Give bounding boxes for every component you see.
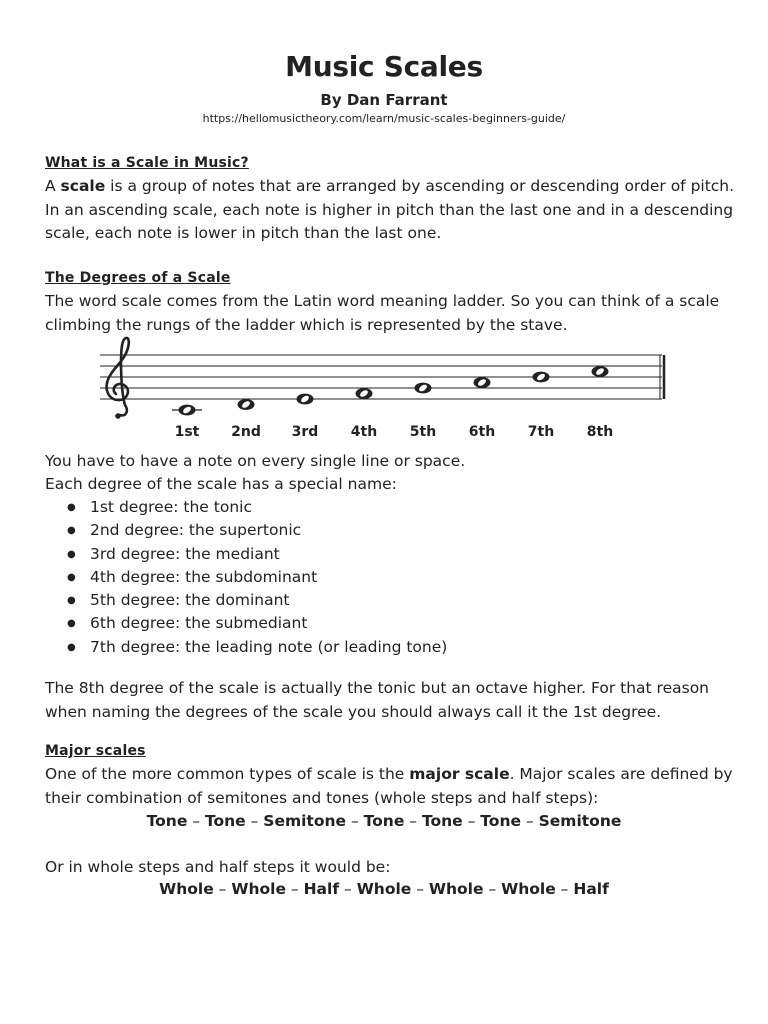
tone-step: Tone [146, 812, 188, 830]
degree-list-text: 5th degree: the dominant [90, 591, 290, 610]
dash-separator: – [411, 880, 429, 898]
bullet-icon: ● [67, 595, 76, 607]
tone-step: Tone [204, 812, 246, 830]
scale-note-7 [533, 372, 550, 383]
paragraph-eighth-degree: The 8th degree of the scale is actually the tonic but an octave higher. For that reason when naming the degrees of the scale you should always call it the 1st degree. [45, 679, 709, 721]
step-pattern [0, 880, 768, 898]
degree-names-list [45, 496, 447, 659]
degree-list-item [45, 612, 447, 635]
degree-list-item [45, 636, 447, 659]
bullet-icon: ● [67, 641, 76, 653]
whole-half-step: Whole [231, 880, 286, 898]
scale-note-8 [592, 366, 609, 377]
whole-half-step: Whole [159, 880, 214, 898]
degree-list-item [45, 543, 447, 566]
dash-separator: – [187, 812, 205, 830]
scale-notes [172, 366, 609, 415]
heading-what-is-scale: What is a Scale in Music? [45, 155, 249, 171]
scale-note-3 [297, 394, 314, 405]
tone-step: Tone [480, 812, 522, 830]
scale-note-6 [474, 377, 491, 388]
paragraph-scale-definition [45, 175, 745, 246]
whole-half-step: Whole [356, 880, 412, 898]
degree-list-text: 1st degree: the tonic [90, 498, 252, 516]
whole-half-step: Half [573, 880, 609, 898]
scale-note-1 [172, 405, 202, 416]
scale-degrees-staff [95, 333, 675, 443]
paragraph-whole-half: Or in whole steps and half steps it would be: [45, 858, 391, 876]
tone-step: Tone [421, 812, 463, 830]
text-run: . Major scales are defined by their combination of semitones and tones (whole steps and half steps): [45, 765, 733, 807]
dash-separator: – [555, 880, 574, 898]
paragraph-special-names: Each degree of the scale has a special name: [45, 475, 397, 493]
dash-separator: – [483, 880, 502, 898]
degree-labels [175, 424, 614, 440]
tone-step: Semitone [263, 812, 347, 830]
text-run: A [45, 177, 61, 195]
paragraph-major-scales [45, 763, 745, 810]
scale-note-4 [356, 388, 373, 399]
staff-lines [100, 355, 662, 399]
paragraph-ladder: The word scale comes from the Latin word meaning ladder. So you can think of a scale climbing the rungs of the ladder which is represented by the stave. [45, 292, 720, 334]
dash-separator: – [245, 812, 264, 830]
degree-list-item [45, 566, 447, 589]
whole-half-step: Whole [501, 880, 556, 898]
author-byline: By Dan Farrant [320, 91, 448, 109]
bullet-icon: ● [67, 618, 76, 630]
dash-separator: – [213, 880, 232, 898]
treble-clef-icon [107, 338, 129, 419]
degree-label: 6th [468, 424, 496, 440]
dash-separator: – [404, 812, 422, 830]
degree-label: 2nd [231, 424, 261, 440]
degree-list-text: 3rd degree: the mediant [90, 544, 280, 563]
bold-term-major-scale: major scale [409, 765, 510, 783]
bold-term-scale: scale [60, 177, 106, 195]
bullet-icon: ● [67, 525, 76, 537]
dash-separator: – [339, 880, 357, 898]
text-run: One of the more common types of scale is the [45, 765, 410, 783]
degree-list-text: 7th degree: the leading note (or leading tone) [90, 637, 448, 656]
whole-half-step: Whole [428, 880, 484, 898]
degree-list-item [45, 519, 447, 542]
dash-separator: – [521, 812, 539, 830]
scale-note-5 [415, 383, 432, 394]
tone-step: Semitone [538, 812, 622, 830]
dash-separator: – [285, 880, 304, 898]
text-run: is a group of notes that are arranged by ascending or descending order of pitch. In an ascending scale, each note is higher in pitch than the last one and in a descending scale, each note is lower in pitch than the last one. [45, 177, 735, 242]
degree-list-item [45, 589, 447, 612]
degree-list-text: 2nd degree: the supertonic [90, 521, 302, 540]
dash-separator: – [346, 812, 364, 830]
whole-half-step: Half [303, 880, 340, 898]
source-url: https://hellomusictheory.com/learn/music-scales-beginners-guide/ [202, 112, 566, 125]
bullet-icon: ● [67, 548, 76, 560]
tone-step: Tone [363, 812, 405, 830]
bullet-icon: ● [67, 502, 76, 513]
degree-list-text: 6th degree: the submediant [90, 614, 308, 633]
heading-major-scales: Major scales [45, 743, 146, 759]
degree-label: 4th [350, 424, 378, 440]
degree-label: 7th [527, 424, 555, 440]
scale-note-2 [238, 399, 255, 410]
page-title: Music Scales [285, 50, 483, 83]
dash-separator: – [462, 812, 481, 830]
heading-degrees-of-scale: The Degrees of a Scale [45, 270, 231, 286]
bullet-icon: ● [67, 571, 76, 583]
paragraph-note-every-line: You have to have a note on every single line or space. [45, 452, 466, 470]
degree-list-text: 4th degree: the subdominant [90, 567, 318, 586]
degree-label: 8th [586, 424, 614, 440]
degree-label: 1st [174, 424, 200, 440]
tone-pattern [0, 812, 768, 830]
degree-list-item [45, 496, 447, 519]
degree-label: 3rd [291, 424, 319, 440]
degree-label: 5th [409, 424, 437, 440]
